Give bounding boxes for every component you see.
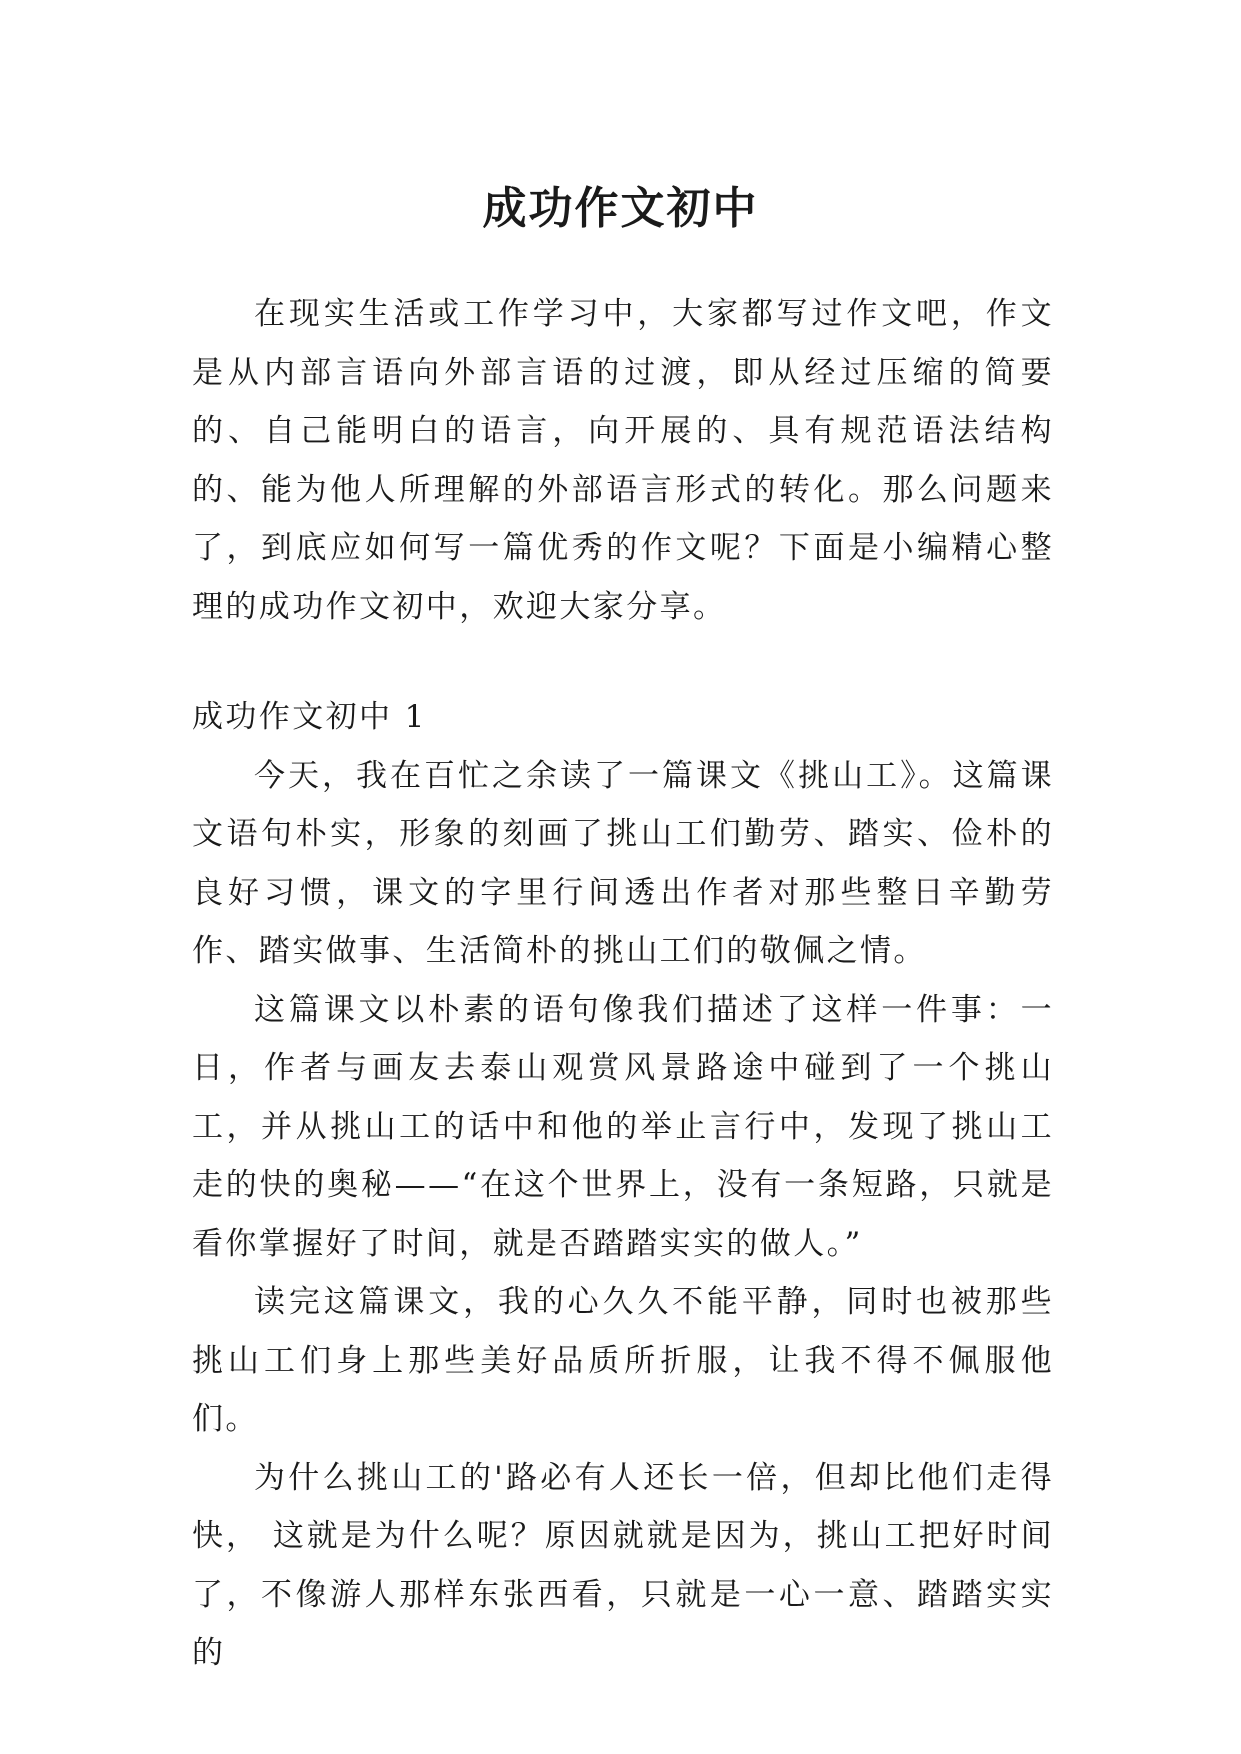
document-body [192,285,1054,1683]
body-paragraph-2: 这篇课文以朴素的语句像我们描述了这样一件事：一日，作者与画友去泰山观赏风景路途中碰到了一个挑山工，并从挑山工的话中和他的举止言行中，发现了挑山工走的快的奥秘——“在这个世界上，没有一条短路，只就是看你掌握好了时间，就是否踏踏实实的做人。” [192,991,1054,1262]
body-paragraph-3: 读完这篇课文，我的心久久不能平静，同时也被那些挑山工们身上那些美好品质所折服，让我不得不佩服他们。 [192,1284,1054,1437]
intro-paragraph: 在现实生活或工作学习中，大家都写过作文吧，作文是从内部言语向外部言语的过渡，即从经过压缩的简要的、自己能明白的语言，向开展的、具有规范语法结构的、能为他人所理解的外部语言形式的转化。那么问题来了，到底应如何写一篇优秀的作文呢？下面是小编精心整理的成功作文初中，欢迎大家分享。 [192,296,1054,625]
section-heading: 成功作文初中 1 [192,699,427,735]
body-paragraph-4: 为什么挑山工的'路必有人还长一倍，但却比他们走得快， 这就是为什么呢？原因就就是因为，挑山工把好时间了，不像游人那样东张西看，只就是一心一意、踏踏实实的 [192,1459,1054,1671]
document-title: 成功作文初中 [482,183,759,235]
body-paragraph-1: 今天，我在百忙之余读了一篇课文《挑山工》。这篇课文语句朴实，形象的刻画了挑山工们勤劳、踏实、俭朴的良好习惯，课文的字里行间透出作者对那些整日辛勤劳作、踏实做事、生活简朴的挑山工们的敬佩之情。 [192,757,1054,969]
